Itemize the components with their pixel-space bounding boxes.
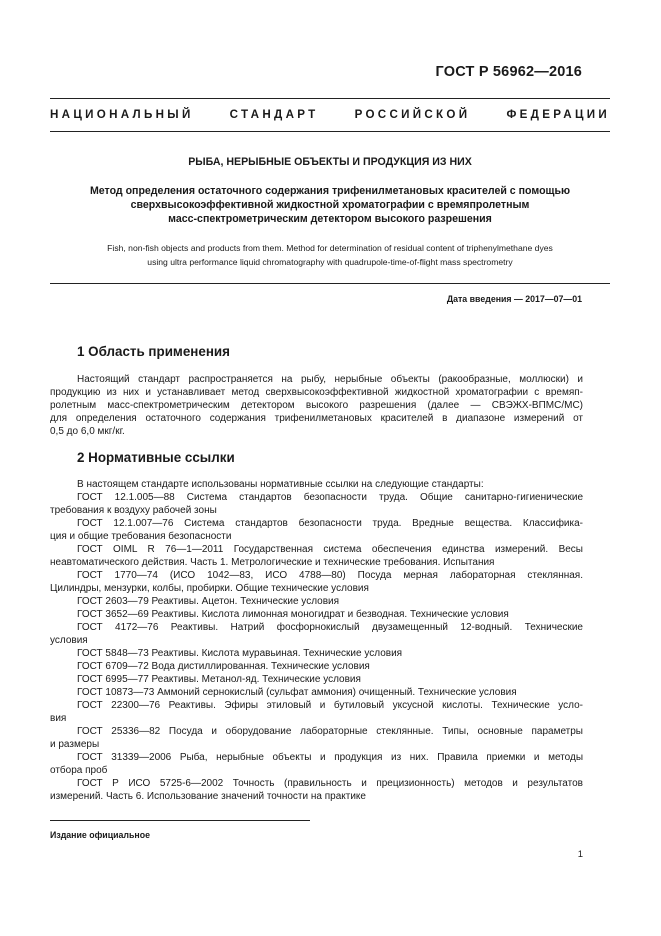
subtitle-line: сверхвысокоэффективной жидкостной хроматографии с времяпролетным xyxy=(130,199,530,211)
text-line: Цилиндры, мензурки, колбы, пробирки. Общие технические условия xyxy=(50,583,369,594)
text-line: ГОСТ 12.1.007—76 Система стандартов безопасности труда. Вредные вещества. Классифика- xyxy=(77,518,583,529)
text-line: ГОСТ 4172—76 Реактивы. Натрий фосфорнокислый двузамещенный 12-водный. Технические xyxy=(77,622,583,633)
text-line: ГОСТ 5848—73 Реактивы. Кислота муравьиная. Технические условия xyxy=(77,648,403,659)
text-line: ГОСТ 25336—82 Посуда и оборудование лабораторные стеклянные. Типы, основные параметры xyxy=(77,726,583,737)
title-rule xyxy=(50,283,610,284)
text-line: ролетным масс-спектрометрическим детектором высокого разрешения (далее — СВЭЖХ-ВПМС/МС) xyxy=(50,400,583,411)
text-line: отбора проб xyxy=(50,765,108,776)
text-line: 0,5 до 6,0 мкг/кг. xyxy=(50,426,125,437)
text-line: ГОСТ 6995—77 Реактивы. Метанол-яд. Технические условия xyxy=(77,674,361,685)
text-line: ГОСТ 1770—74 (ИСО 1042—83, ИСО 4788—80) Посуда мерная лабораторная стеклянная. xyxy=(77,570,583,581)
text-line: ГОСТ Р ИСО 5725-6—2002 Точность (правильность и прецизионность) методов и результатов xyxy=(77,778,583,789)
text-line: В настоящем стандарте использованы нормативные ссылки на следующие стандарты: xyxy=(77,479,484,490)
section-1-heading: 1 Область применения xyxy=(77,344,230,359)
text-line: Настоящий стандарт распространяется на рыбу, нерыбные объекты (ракообразные, моллюски) и xyxy=(77,374,583,385)
section-2-heading: 2 Нормативные ссылки xyxy=(77,450,235,465)
text-line: ГОСТ 10873—73 Аммоний сернокислый (сульфат аммония) очищенный. Технические условия xyxy=(77,687,517,698)
standard-title: РЫБА, НЕРЫБНЫЕ ОБЪЕКТЫ И ПРОДУКЦИЯ ИЗ НИХ xyxy=(188,156,472,168)
header-rule-bottom xyxy=(50,131,610,132)
subtitle-line: Метод определения остаточного содержания трифенилметановых красителей с помощью xyxy=(89,185,571,197)
header-rule-top xyxy=(50,98,610,99)
footer-rule xyxy=(50,820,310,821)
text-line: ГОСТ 2603—79 Реактивы. Ацетон. Технические условия xyxy=(77,596,340,607)
national-standard-banner: НАЦИОНАЛЬНЫЙ СТАНДАРТ РОССИЙСКОЙ ФЕДЕРАЦИИ xyxy=(50,108,610,121)
text-line: ция и общие требования безопасности xyxy=(50,531,232,542)
text-line: измерений. Часть 6. Использование значений точности на практике xyxy=(50,791,366,802)
text-line: неавтоматического действия. Часть 1. Метрологические и технические требования. Испытания xyxy=(50,557,495,568)
english-title-line: using ultra performance liquid chromatography with quadrupole-time-of-flight mass spectrometry xyxy=(147,257,513,267)
text-line: для определения остаточного содержания трифенилметановых красителей в диапазоне измерений от xyxy=(50,413,583,424)
text-line: вия xyxy=(50,713,67,724)
document-number: ГОСТ Р 56962—2016 xyxy=(435,64,582,80)
effective-date: Дата введения — 2017—07—01 xyxy=(446,294,582,304)
text-line: ГОСТ 6709—72 Вода дистиллированная. Технические условия xyxy=(77,661,370,672)
text-line: продукцию из них и устанавливает метод сверхвысокоэффективной жидкостной хроматографии с времяп- xyxy=(50,387,583,398)
standard-subtitle xyxy=(50,184,610,226)
section-1-body xyxy=(50,373,583,438)
text-line: ГОСТ 3652—69 Реактивы. Кислота лимонная моногидрат и безводная. Технические условия xyxy=(77,609,509,620)
text-line: ГОСТ OIML R 76—1—2011 Государственная система обеспечения единства измерений. Весы xyxy=(77,544,583,555)
official-edition-label: Издание официальное xyxy=(50,830,150,840)
text-line: требования к воздуху рабочей зоны xyxy=(50,505,217,516)
text-line: и размеры xyxy=(50,739,100,750)
text-line: условия xyxy=(50,635,88,646)
english-title-line: Fish, non-fish objects and products from them. Method for determination of residual content of triphenylmethane dyes xyxy=(107,243,553,253)
english-title xyxy=(50,241,610,269)
text-line: ГОСТ 12.1.005—88 Система стандартов безопасности труда. Общие санитарно-гигиенические xyxy=(77,492,583,503)
section-2-body xyxy=(50,478,583,803)
text-line: ГОСТ 22300—76 Реактивы. Эфиры этиловый и бутиловый уксусной кислоты. Технические усло- xyxy=(77,700,583,711)
subtitle-line: масс-спектрометрическим детектором высокого разрешения xyxy=(168,213,492,225)
page-number: 1 xyxy=(577,849,583,860)
text-line: ГОСТ 31339—2006 Рыба, нерыбные объекты и продукция из них. Правила приемки и методы xyxy=(77,752,583,763)
